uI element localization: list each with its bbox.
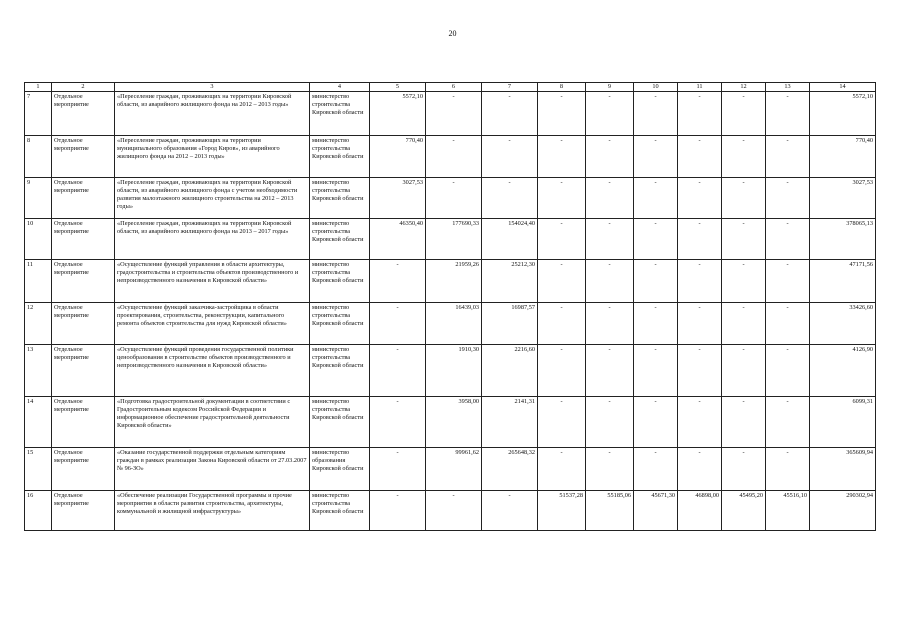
header-cell: 5 (370, 83, 426, 92)
row-number-cell: 13 (25, 345, 52, 397)
year-amount-cell: - (722, 345, 766, 397)
row-number-cell: 7 (25, 92, 52, 136)
year-amount-cell: 51537,28 (538, 491, 586, 531)
year-amount-cell: - (678, 178, 722, 219)
year-amount-cell: 45671,30 (634, 491, 678, 531)
year-amount-cell: - (482, 178, 538, 219)
event-name-cell: «Осуществление функций заказчика-застройщика в области проектирования, строительства, реконструкции, капитального ремонта объектов строительства для нужд Кировской области» (115, 303, 310, 345)
event-name-cell: «Оказание государственной поддержки отдельным категориям граждан в рамках реализации Закона Кировской области от 27.03.2007 № 96-ЗО» (115, 448, 310, 491)
executor-cell: министерство образования Кировской области (310, 448, 370, 491)
table-row (25, 397, 876, 448)
table-row (25, 448, 876, 491)
year-amount-cell: - (370, 303, 426, 345)
table-row (25, 92, 876, 136)
row-number-cell: 11 (25, 260, 52, 303)
year-amount-cell: 99961,62 (426, 448, 482, 491)
header-cell: 12 (722, 83, 766, 92)
event-name-cell: «Переселение граждан, проживающих на территории муниципального образования «Город Киров», из аварийного жилищного фонда на 2012 – 2013 годы» (115, 136, 310, 178)
executor-cell: министерство строительства Кировской области (310, 303, 370, 345)
year-amount-cell: - (678, 397, 722, 448)
year-amount-cell: 2141,31 (482, 397, 538, 448)
header-row (25, 83, 876, 92)
event-type-cell: Отдельное мероприятие (52, 491, 115, 531)
year-amount-cell: 45495,20 (722, 491, 766, 531)
event-name-cell: «Переселение граждан, проживающих на территории Кировской области, из аварийного жилищного фонда на 2012 – 2013 годы» (115, 92, 310, 136)
year-amount-cell: - (722, 92, 766, 136)
year-amount-cell: - (722, 178, 766, 219)
year-amount-cell: - (538, 92, 586, 136)
year-amount-cell: - (766, 260, 810, 303)
year-amount-cell: - (722, 219, 766, 260)
year-amount-cell: - (482, 92, 538, 136)
executor-cell: министерство строительства Кировской области (310, 219, 370, 260)
event-type-cell: Отдельное мероприятие (52, 448, 115, 491)
year-amount-cell: - (370, 448, 426, 491)
year-amount-cell: - (678, 260, 722, 303)
executor-cell: министерство строительства Кировской области (310, 491, 370, 531)
year-amount-cell: - (634, 178, 678, 219)
year-amount-cell: - (586, 345, 634, 397)
year-amount-cell: - (766, 92, 810, 136)
year-amount-cell: - (678, 303, 722, 345)
year-amount-cell: - (538, 136, 586, 178)
year-amount-cell: - (678, 136, 722, 178)
event-name-cell: «Осуществление функций проведения государственной политики ценообразования в строительстве объектов производственного и непроизводственного назначения в Кировской области» (115, 345, 310, 397)
year-amount-cell: - (634, 219, 678, 260)
row-number-cell: 9 (25, 178, 52, 219)
year-amount-cell: - (634, 260, 678, 303)
total-amount-cell: 290302,94 (810, 491, 876, 531)
year-amount-cell: - (586, 178, 634, 219)
row-number-cell: 14 (25, 397, 52, 448)
year-amount-cell: 25212,30 (482, 260, 538, 303)
year-amount-cell: 46350,40 (370, 219, 426, 260)
page-number: 20 (448, 29, 457, 38)
row-number-cell: 12 (25, 303, 52, 345)
event-type-cell: Отдельное мероприятие (52, 219, 115, 260)
executor-cell: министерство строительства Кировской области (310, 397, 370, 448)
year-amount-cell: - (426, 136, 482, 178)
total-amount-cell: 33426,60 (810, 303, 876, 345)
year-amount-cell: - (586, 397, 634, 448)
year-amount-cell: - (722, 448, 766, 491)
total-amount-cell: 5572,10 (810, 92, 876, 136)
year-amount-cell: - (538, 260, 586, 303)
event-type-cell: Отдельное мероприятие (52, 136, 115, 178)
year-amount-cell: - (634, 303, 678, 345)
year-amount-cell: - (482, 491, 538, 531)
event-type-cell: Отдельное мероприятие (52, 345, 115, 397)
year-amount-cell: - (370, 491, 426, 531)
year-amount-cell: - (634, 136, 678, 178)
year-amount-cell: 1910,30 (426, 345, 482, 397)
year-amount-cell: - (766, 397, 810, 448)
header-cell: 1 (25, 83, 52, 92)
executor-cell: министерство строительства Кировской области (310, 136, 370, 178)
header-cell: 4 (310, 83, 370, 92)
year-amount-cell: - (538, 219, 586, 260)
year-amount-cell: - (634, 345, 678, 397)
event-name-cell: «Переселение граждан, проживающих на территории Кировской области, из аварийного жилищного фонда на 2013 – 2017 годы» (115, 219, 310, 260)
year-amount-cell: - (538, 345, 586, 397)
year-amount-cell: 5572,10 (370, 92, 426, 136)
year-amount-cell: - (722, 136, 766, 178)
row-number-cell: 16 (25, 491, 52, 531)
row-number-cell: 8 (25, 136, 52, 178)
year-amount-cell: - (586, 219, 634, 260)
year-amount-cell: - (766, 178, 810, 219)
row-number-cell: 10 (25, 219, 52, 260)
header-cell: 7 (482, 83, 538, 92)
year-amount-cell: 46898,00 (678, 491, 722, 531)
year-amount-cell: - (586, 448, 634, 491)
header-cell: 8 (538, 83, 586, 92)
year-amount-cell: - (426, 178, 482, 219)
executor-cell: министерство строительства Кировской области (310, 345, 370, 397)
total-amount-cell: 3027,53 (810, 178, 876, 219)
total-amount-cell: 365609,94 (810, 448, 876, 491)
total-amount-cell: 47171,56 (810, 260, 876, 303)
year-amount-cell: 2216,60 (482, 345, 538, 397)
year-amount-cell: 55185,06 (586, 491, 634, 531)
year-amount-cell: 16439,03 (426, 303, 482, 345)
header-cell: 2 (52, 83, 115, 92)
row-number-cell: 15 (25, 448, 52, 491)
total-amount-cell: 378065,13 (810, 219, 876, 260)
table-row (25, 136, 876, 178)
executor-cell: министерство строительства Кировской области (310, 92, 370, 136)
year-amount-cell: 154024,40 (482, 219, 538, 260)
year-amount-cell: - (678, 345, 722, 397)
year-amount-cell: - (370, 397, 426, 448)
table-row (25, 345, 876, 397)
header-cell: 9 (586, 83, 634, 92)
year-amount-cell: - (634, 92, 678, 136)
year-amount-cell: 770,40 (370, 136, 426, 178)
year-amount-cell: - (482, 136, 538, 178)
year-amount-cell: 21959,26 (426, 260, 482, 303)
event-name-cell: «Обеспечение реализации Государственной программы и прочие мероприятия в области развития строительства, архитектуры, коммунальной и жилищной инфраструктуры» (115, 491, 310, 531)
event-name-cell: «Осуществление функций управления в области архитектуры, градостроительства и строительства объектов производственного и непроизводственного назначения в Кировской области» (115, 260, 310, 303)
year-amount-cell: 177690,33 (426, 219, 482, 260)
year-amount-cell: - (678, 448, 722, 491)
executor-cell: министерство строительства Кировской области (310, 178, 370, 219)
table-row (25, 219, 876, 260)
year-amount-cell: - (538, 397, 586, 448)
event-name-cell: «Подготовка градостроительной документации в соответствии с Градостроительным кодексом Российской Федерации и информационное обеспечение градостроительной деятельности Кировской области» (115, 397, 310, 448)
header-cell: 10 (634, 83, 678, 92)
year-amount-cell: - (722, 397, 766, 448)
table-row (25, 491, 876, 531)
year-amount-cell: 16987,57 (482, 303, 538, 345)
year-amount-cell: - (538, 448, 586, 491)
event-type-cell: Отдельное мероприятие (52, 303, 115, 345)
year-amount-cell: - (722, 260, 766, 303)
table-row (25, 260, 876, 303)
table-row (25, 178, 876, 219)
event-type-cell: Отдельное мероприятие (52, 397, 115, 448)
year-amount-cell: - (678, 92, 722, 136)
executor-cell: министерство строительства Кировской области (310, 260, 370, 303)
year-amount-cell: - (370, 345, 426, 397)
year-amount-cell: - (766, 345, 810, 397)
year-amount-cell: - (426, 92, 482, 136)
header-cell: 13 (766, 83, 810, 92)
year-amount-cell: - (722, 303, 766, 345)
budget-table (24, 82, 876, 531)
year-amount-cell: - (426, 491, 482, 531)
year-amount-cell: - (766, 136, 810, 178)
year-amount-cell: - (634, 448, 678, 491)
year-amount-cell: - (370, 260, 426, 303)
total-amount-cell: 4126,90 (810, 345, 876, 397)
event-type-cell: Отдельное мероприятие (52, 92, 115, 136)
event-type-cell: Отдельное мероприятие (52, 178, 115, 219)
year-amount-cell: 265648,32 (482, 448, 538, 491)
year-amount-cell: - (538, 178, 586, 219)
year-amount-cell: - (634, 397, 678, 448)
year-amount-cell: - (678, 219, 722, 260)
header-cell: 3 (115, 83, 310, 92)
year-amount-cell: - (766, 448, 810, 491)
year-amount-cell: 3958,00 (426, 397, 482, 448)
table-row (25, 303, 876, 345)
event-type-cell: Отдельное мероприятие (52, 260, 115, 303)
year-amount-cell: - (586, 260, 634, 303)
year-amount-cell: 45516,10 (766, 491, 810, 531)
year-amount-cell: - (586, 92, 634, 136)
year-amount-cell: - (586, 136, 634, 178)
year-amount-cell: - (766, 219, 810, 260)
year-amount-cell: 3027,53 (370, 178, 426, 219)
year-amount-cell: - (586, 303, 634, 345)
total-amount-cell: 6099,31 (810, 397, 876, 448)
total-amount-cell: 770,40 (810, 136, 876, 178)
header-cell: 6 (426, 83, 482, 92)
year-amount-cell: - (538, 303, 586, 345)
header-cell: 11 (678, 83, 722, 92)
header-cell: 14 (810, 83, 876, 92)
year-amount-cell: - (766, 303, 810, 345)
event-name-cell: «Переселение граждан, проживающих на территории Кировской области, из аварийного жилищного фонда с учетом необходимости развития малоэтажного жилищного строительства на 2012 – 2013 годы» (115, 178, 310, 219)
